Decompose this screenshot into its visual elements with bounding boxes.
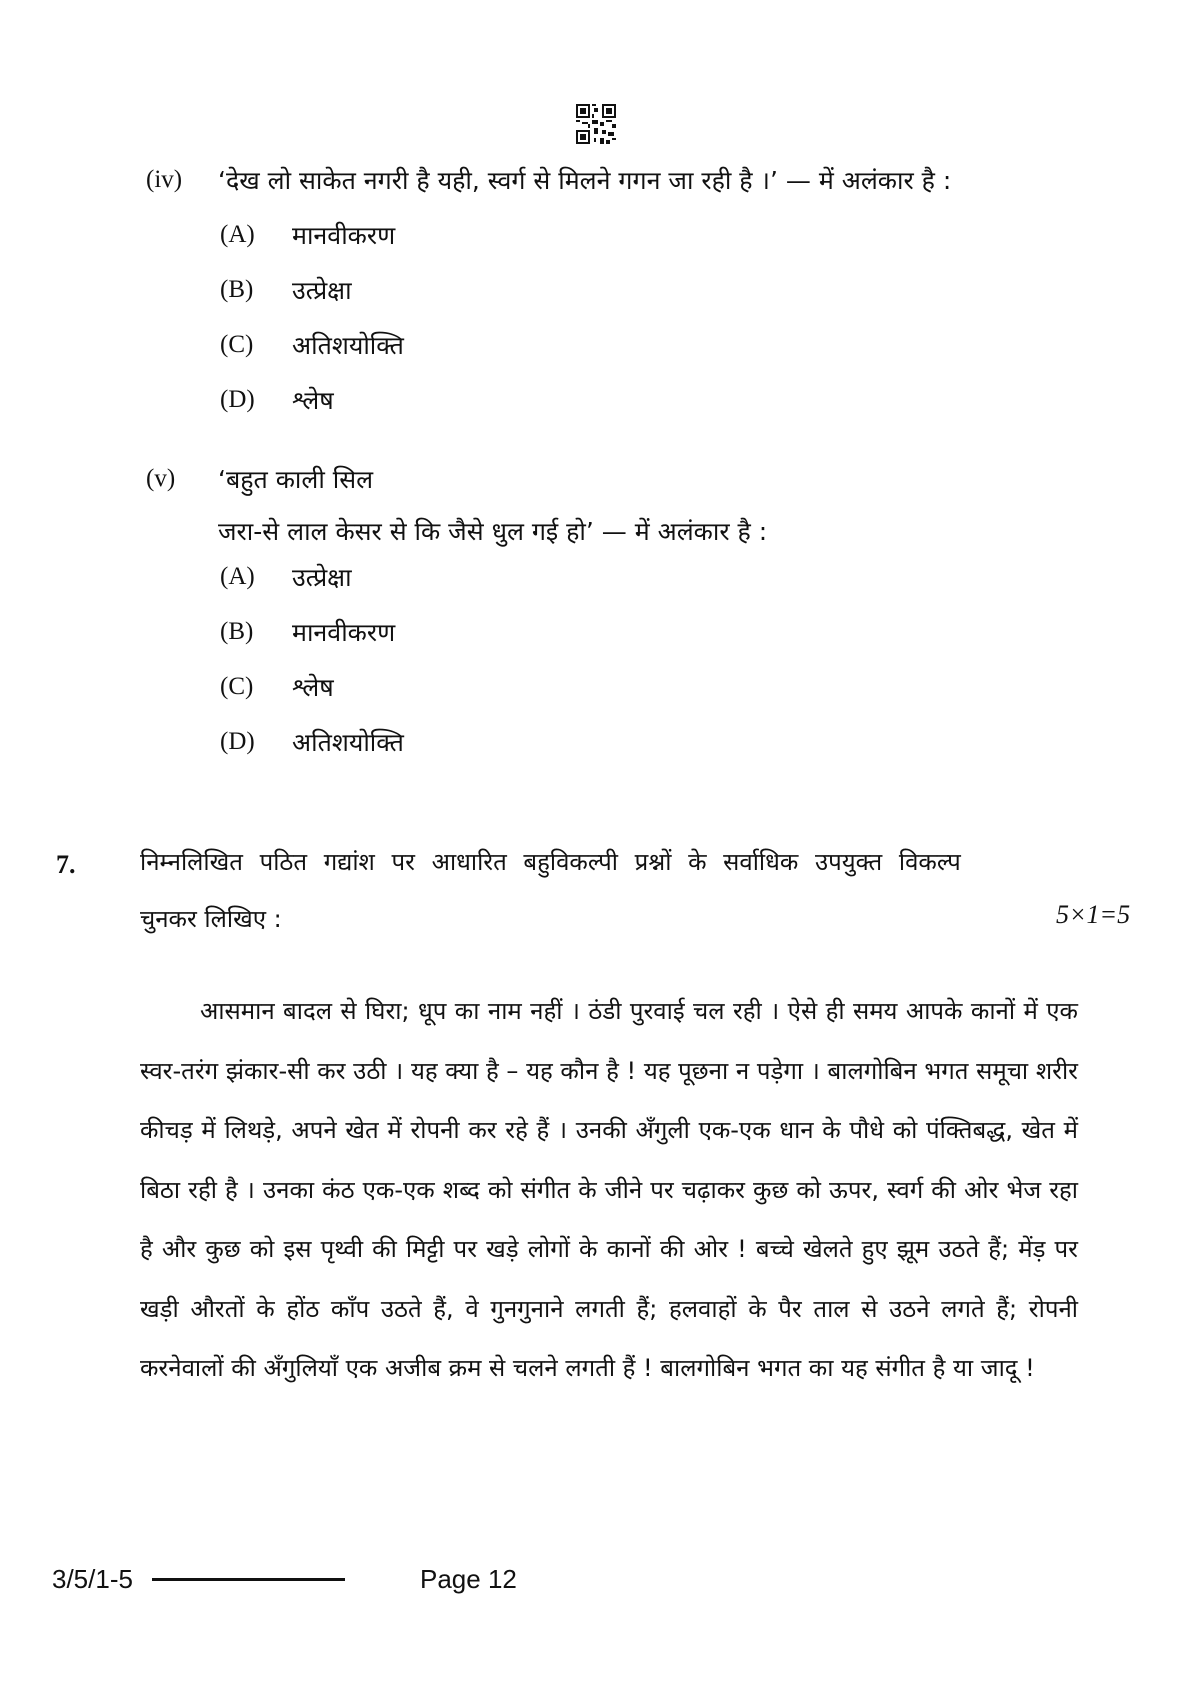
option-text: उत्प्रेक्षा <box>292 563 352 592</box>
option-label: (C) <box>220 331 254 358</box>
passage-text: आसमान बादल से घिरा; धूप का नाम नहीं । ठंडी पुरवाई चल रही । ऐसे ही समय आपके कानों में एक स्वर-तरंग झंकार-सी कर उठी । यह क्या है – यह कौन है ! यह पूछना न पड़ेगा । बालगोबिन भगत समूचा शरीर कीचड़ में लिथड़े, अपने खेत में रोपनी कर रहे हैं । उनकी अँगुली एक-एक धान के पौधे को पंक्तिबद्ध, खेत में बिठा रही है । उनका कंठ एक-एक शब्द को संगीत के जीने पर चढ़ाकर कुछ को ऊपर, स्वर्ग की ओर भेज रहा है और कुछ को इस पृथ्वी की मिट्टी पर खड़े लोगों के कानों की ओर ! बच्चे खेलते हुए झूम उठते हैं; मेंड़ पर खड़ी औरतों के होंठ काँप उठते हैं, वे गुनगुनाने लगती हैं; हलवाहों के पैर ताल से उठने लगते हैं; रोपनी करनेवालों की अँगुलियाँ एक अजीब क्रम से चलने लगती हैं ! बालगोबिन भगत का यह संगीत है या जादू ! <box>140 997 1078 1382</box>
qr-code-icon <box>576 104 616 144</box>
option-label: (B) <box>220 618 254 645</box>
option-label: (A) <box>220 221 255 248</box>
part-prompt: ‘देख लो साकेत नगरी है यही, स्वर्ग से मिलने गगन जा रही है ।’ — में अलंकार है : <box>218 166 952 195</box>
option-label: (C) <box>220 673 254 700</box>
option-label: (A) <box>220 563 255 590</box>
option-text: श्लेष <box>292 386 334 415</box>
option-text: उत्प्रेक्षा <box>292 276 352 305</box>
option-text: मानवीकरण <box>292 618 396 647</box>
option-text: अतिशयोक्ति <box>292 728 404 757</box>
footer-divider <box>152 1578 345 1581</box>
option-text: मानवीकरण <box>292 221 396 250</box>
question-instruction-line2: चुनकर लिखिए : <box>140 905 282 933</box>
option-text: श्लेष <box>292 673 334 702</box>
option-label: (B) <box>220 276 254 303</box>
part-prompt-line2: जरा-से लाल केसर से कि जैसे धुल गई हो’ — में अलंकार है : <box>218 517 768 546</box>
part-prompt-line1: ‘बहुत काली सिल <box>218 465 374 494</box>
option-text: अतिशयोक्ति <box>292 331 404 360</box>
marks-allocation: 5×1=5 <box>1056 900 1131 929</box>
page-number: Page 12 <box>420 1564 517 1594</box>
question-number: 7. <box>56 850 76 879</box>
prose-passage <box>140 982 1078 1399</box>
option-label: (D) <box>220 728 255 755</box>
paper-code: 3/5/1-5 <box>52 1564 133 1594</box>
part-number: (v) <box>146 465 176 492</box>
option-label: (D) <box>220 386 255 413</box>
question-instruction-line1: निम्नलिखित पठित गद्यांश पर आधारित बहुविकल्पी प्रश्नों के सर्वाधिक उपयुक्त विकल्प <box>140 848 961 876</box>
part-number: (iv) <box>146 166 183 193</box>
